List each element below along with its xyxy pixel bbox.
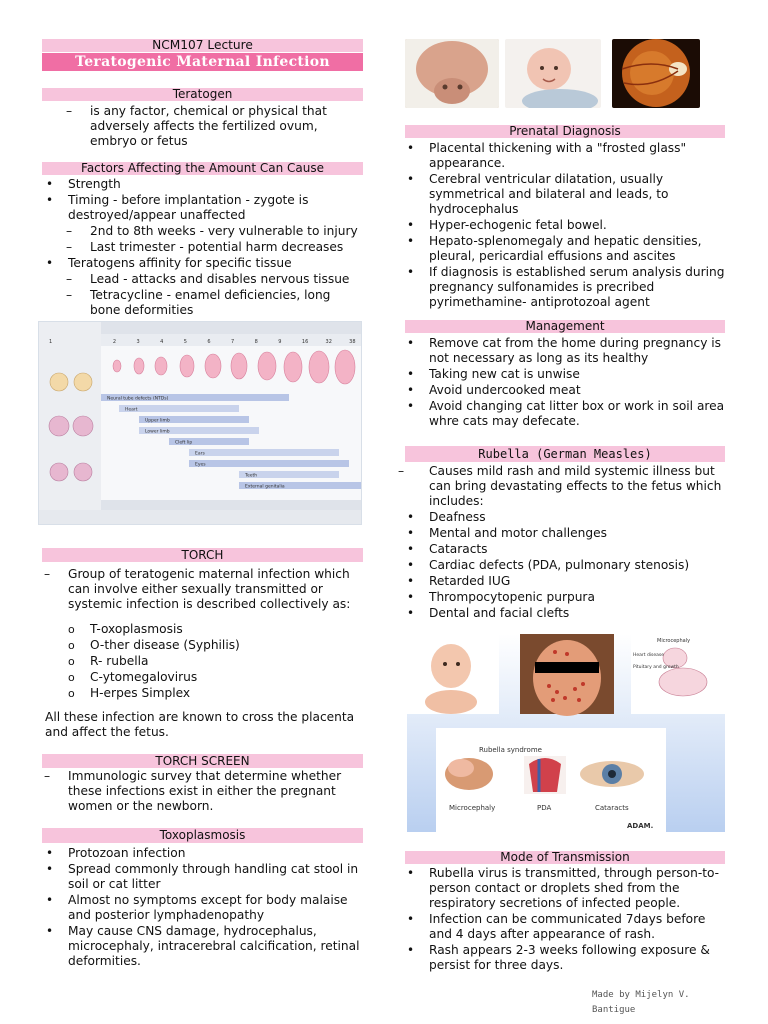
embryo-period-label: Teeth: [245, 473, 258, 479]
factor-timing: • Timing - before implantation - zygote is destroyed/appear unaffected: [68, 193, 363, 223]
week-column-label: 2: [112, 339, 117, 345]
embryo-period-bar: [189, 449, 339, 456]
dash-marker: –: [398, 464, 405, 478]
week-column-label: 5: [183, 339, 187, 345]
embryonic-chart-graphic: [39, 322, 361, 524]
label-pituitary: Pituitary and growth: [633, 665, 679, 670]
rubella-effect: • Mental and motor challenges: [429, 526, 725, 541]
management-item: • Remove cat from the home during pregnancy is not necessary as long as its healthy: [429, 336, 725, 366]
rubella-heading: Rubella (German Measles): [405, 446, 725, 462]
embryonic-period-chart: [38, 321, 362, 525]
label-microcephaly-diagram: Microcephaly: [449, 804, 496, 812]
embryo-period-label: Cleft lip: [175, 440, 193, 446]
toxoplasmosis-heading: Toxoplasmosis: [42, 828, 363, 843]
embryo-period-label: Eyes: [195, 462, 206, 468]
label-microcephaly: Microcephaly: [657, 638, 691, 644]
transmission-item: • Rubella virus is transmitted, through person-to-person contact or droplets shed from the respiratory secretions of infected people.: [429, 866, 725, 911]
teratogen-heading: Teratogen: [42, 88, 363, 101]
transmission-heading: Mode of Transmission: [405, 851, 725, 864]
timing-sub-item: – 2nd to 8th weeks - very vulnerable to injury: [90, 224, 363, 239]
embryo-period-label: External genitalia: [245, 484, 285, 490]
factor-strength: • Strength: [68, 177, 363, 192]
label-cataracts: Cataracts: [595, 804, 629, 812]
microcephaly-infant-photo: [505, 39, 601, 108]
retina-photo: [612, 39, 700, 108]
toxoplasmosis-item: • Almost no symptoms except for body malaise and posterior lymphadenopathy: [68, 893, 363, 923]
author-credit: Made by Mijelyn V. Bantigue: [592, 990, 690, 1015]
week-column-label: 8: [254, 339, 258, 345]
toxoplasmosis-item: • May cause CNS damage, hydrocephalus, microcephaly, intracerebral calcification, retinal deformities.: [68, 924, 363, 969]
rubella-intro: [398, 464, 725, 509]
prenatal-heading: Prenatal Diagnosis: [405, 125, 725, 138]
week-column-label: 9: [278, 339, 282, 345]
hydrocephalus-infant-photo: [405, 39, 499, 108]
prenatal-item: • Hepato-splenomegaly and hepatic densities, pleural, pericardial effusions and ascites: [429, 234, 725, 264]
torch-note: All these infection are known to cross the placenta and affect the fetus.: [45, 710, 355, 739]
page-title: Teratogenic Maternal Infection: [42, 53, 363, 71]
embryo-period-bar: [189, 460, 349, 467]
embryo-period-label: Ears: [195, 451, 205, 457]
prenatal-item: • Hyper-echogenic fetal bowel.: [429, 218, 725, 233]
teratogen-section: [90, 104, 352, 150]
torch-screen-heading: TORCH SCREEN: [42, 754, 363, 768]
torch-screen-section: [68, 769, 363, 815]
timing-sub-item: – Last trimester - potential harm decreases: [90, 240, 363, 255]
torch-item: o T-oxoplasmosis: [90, 622, 363, 637]
rubella-syndrome-title: Rubella syndrome: [479, 746, 542, 754]
rubella-images-panel: [407, 634, 725, 832]
toxoplasmosis-item: • Protozoan infection: [68, 846, 363, 861]
prenatal-item: • If diagnosis is established serum analysis during pregnancy sulfonamides is precribed pyrimethamine- antiprotozoal agent: [429, 265, 725, 310]
management-section: [429, 336, 725, 430]
retina-graphic: [612, 39, 700, 108]
teratogen-definition: – is any factor, chemical or physical that adversely affects the fertilized ovum, embryo or fetus: [90, 104, 352, 149]
torch-section: [68, 567, 363, 702]
adam-logo-text: ADAM.: [627, 822, 654, 830]
prenatal-item: • Placental thickening with a "frosted glass" appearance.: [429, 141, 725, 171]
torch-item: o R- rubella: [90, 654, 363, 669]
rubella-effect: • Retarded IUG: [429, 574, 725, 589]
transmission-item: • Infection can be communicated 7days before and 4 days after appearance of rash.: [429, 912, 725, 942]
rubella-photos-graphic: [407, 634, 725, 832]
week-column-label: 16: [301, 339, 309, 345]
management-item: • Taking new cat is unwise: [429, 367, 725, 382]
rubella-intro-text: Causes mild rash and mild systemic illness but can bring devastating effects to the fetus which includes:: [429, 464, 722, 508]
infant-graphic: [505, 39, 601, 108]
torch-item: o C-ytomegalovirus: [90, 670, 363, 685]
week-column-label: 38: [349, 339, 356, 345]
rubella-effect: • Dental and facial clefts: [429, 606, 725, 621]
infant-head-graphic: [405, 39, 499, 108]
rubella-effect: • Cardiac defects (PDA, pulmonary stenosis): [429, 558, 725, 573]
embryo-period-label: Neural tube defects (NTDs): [107, 396, 169, 402]
embryo-period-label: Heart: [125, 407, 138, 413]
management-item: • Avoid changing cat litter box or work in soil area whre cats may defecate.: [429, 399, 725, 429]
management-heading: Management: [405, 320, 725, 333]
rubella-effect: • Thrompocytopenic purpura: [429, 590, 725, 605]
torch-item: o H-erpes Simplex: [90, 686, 363, 701]
embryo-period-label: Upper limb: [145, 418, 170, 424]
rubella-effect: • Cataracts: [429, 542, 725, 557]
week-column-label: 6: [207, 339, 211, 345]
transmission-item: • Rash appears 2-3 weeks following exposure & persist for three days.: [429, 943, 725, 973]
toxoplasmosis-section: [68, 846, 363, 970]
torch-item: o O-ther disease (Syphilis): [90, 638, 363, 653]
course-label: NCM107 Lecture: [42, 39, 363, 52]
affinity-sub-item: – Tetracycline - enamel deficiencies, long bone deformities: [90, 288, 363, 318]
transmission-section: [429, 866, 725, 974]
toxoplasmosis-item: • Spread commonly through handling cat stool in soil or cat litter: [68, 862, 363, 892]
week-column-label: 3: [136, 339, 140, 345]
week-column-label: 32: [325, 339, 332, 345]
prenatal-section: [429, 141, 725, 311]
factors-section: [68, 177, 363, 319]
affinity-sub-item: – Lead - attacks and disables nervous tissue: [90, 272, 363, 287]
torch-screen-text: – Immunologic survey that determine whether these infections exist in either the pregnant women or the newborn.: [68, 769, 363, 814]
torch-intro: – Group of teratogenic maternal infection which can involve either sexually transmitted or systemic infection is described collectively as:: [68, 567, 363, 612]
rubella-section: [398, 464, 725, 622]
label-heart-disease: Heart disease: [633, 653, 665, 658]
factor-affinity: • Teratogens affinity for specific tissue: [68, 256, 363, 271]
prenatal-item: • Cerebral ventricular dilatation, usually symmetrical and bilateral and leads, to hydrocephalus: [429, 172, 725, 217]
week-column-label: 7: [231, 339, 235, 345]
label-pda: PDA: [537, 804, 552, 812]
week-column-label: 4: [160, 339, 164, 345]
factors-heading: Factors Affecting the Amount Can Cause: [42, 162, 363, 175]
torch-heading: TORCH: [42, 548, 363, 562]
rubella-effect: • Deafness: [429, 510, 725, 525]
week-column-label: 1: [49, 339, 53, 345]
embryo-period-label: Lower limb: [145, 429, 170, 435]
management-item: • Avoid undercooked meat: [429, 383, 725, 398]
